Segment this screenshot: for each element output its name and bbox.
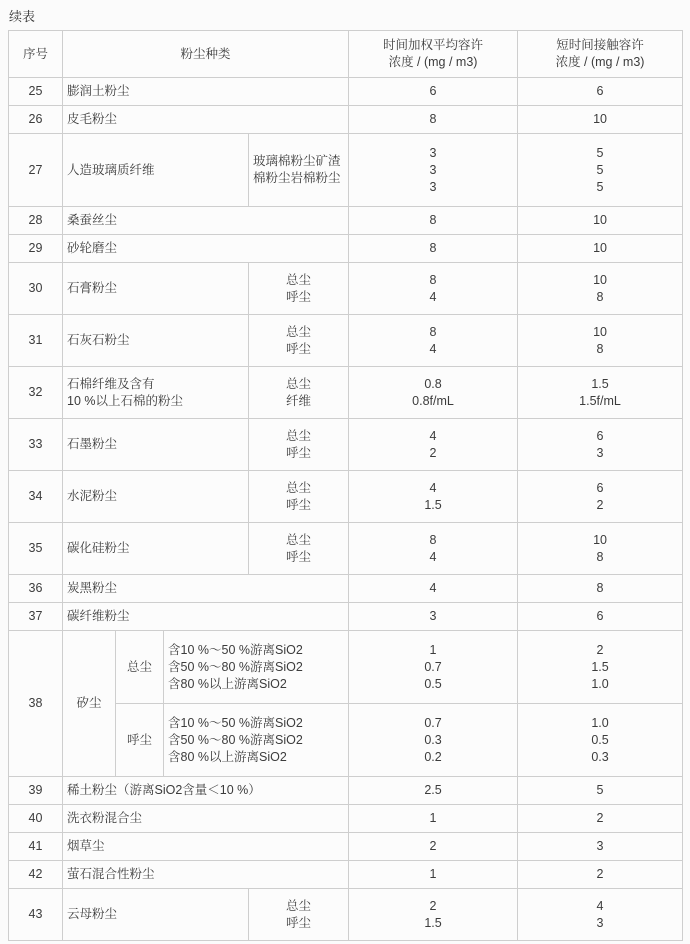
text-line: 呼尘 bbox=[286, 549, 312, 564]
row-serial-number: 43 bbox=[9, 889, 63, 941]
dust-name bbox=[63, 419, 249, 471]
header-serial-number: 序号 bbox=[9, 31, 63, 78]
twa-value bbox=[349, 523, 518, 575]
twa-value bbox=[349, 419, 518, 471]
text-line: 3 bbox=[429, 179, 437, 194]
row-serial-number: 41 bbox=[9, 833, 63, 861]
dust-fraction-type bbox=[249, 889, 349, 941]
table-row bbox=[9, 523, 683, 575]
text-line: 0.8 bbox=[424, 376, 442, 391]
stel-value bbox=[518, 419, 683, 471]
twa-value bbox=[349, 263, 518, 315]
text-line: 稀土粉尘（游离SiO2含量＜10 %） bbox=[67, 783, 261, 797]
continued-table-label: 续表 bbox=[9, 9, 36, 24]
text-line: 8 bbox=[429, 112, 437, 126]
text-line: 2 bbox=[596, 867, 604, 881]
text-line: 1.5 bbox=[424, 497, 442, 512]
table-row bbox=[9, 603, 683, 631]
dust-name bbox=[63, 889, 249, 941]
dust-name bbox=[63, 523, 249, 575]
text-line: 水泥粉尘 bbox=[67, 489, 118, 503]
stel-value bbox=[518, 263, 683, 315]
text-line: 膨润土粉尘 bbox=[67, 84, 130, 98]
row-serial-number: 35 bbox=[9, 523, 63, 575]
stel-value bbox=[518, 704, 683, 777]
dust-name bbox=[63, 471, 249, 523]
stel-value bbox=[518, 78, 683, 106]
text-line: 3 bbox=[596, 839, 604, 853]
text-line: 8 bbox=[429, 272, 437, 287]
text-line: 0.2 bbox=[424, 749, 442, 764]
twa-value bbox=[349, 704, 518, 777]
row-serial-number: 25 bbox=[9, 78, 63, 106]
dust-fraction-type bbox=[116, 704, 164, 777]
dust-name bbox=[63, 575, 349, 603]
dust-name bbox=[63, 207, 349, 235]
table-row bbox=[9, 471, 683, 523]
text-line: 6 bbox=[596, 428, 604, 443]
table-row bbox=[9, 134, 683, 207]
table-row bbox=[9, 861, 683, 889]
text-line: 呼尘 bbox=[126, 732, 152, 747]
text-line: 6 bbox=[429, 84, 437, 98]
stel-value bbox=[518, 861, 683, 889]
row-serial-number: 34 bbox=[9, 471, 63, 523]
text-line: 1.5 bbox=[591, 659, 609, 674]
text-line: 1.5 bbox=[424, 915, 442, 930]
text-line: 2 bbox=[596, 811, 604, 825]
text-line: 6 bbox=[596, 609, 604, 623]
table-row bbox=[9, 263, 683, 315]
text-line: 10 %以上石棉的粉尘 bbox=[67, 393, 183, 408]
row-serial-number: 28 bbox=[9, 207, 63, 235]
text-line: 4 bbox=[596, 898, 604, 913]
dust-name bbox=[63, 315, 249, 367]
text-line: 8 bbox=[429, 324, 437, 339]
row-serial-number: 42 bbox=[9, 861, 63, 889]
text-line: 含80 %以上游离SiO2 bbox=[168, 676, 287, 691]
row-serial-number: 33 bbox=[9, 419, 63, 471]
twa-value bbox=[349, 575, 518, 603]
text-line: 含10 %～50 %游离SiO2 bbox=[168, 642, 303, 657]
twa-value bbox=[349, 805, 518, 833]
text-line: 3 bbox=[429, 145, 437, 160]
table-row bbox=[9, 315, 683, 367]
text-line: 总尘 bbox=[286, 272, 312, 287]
table-row bbox=[9, 575, 683, 603]
text-line: 5 bbox=[596, 162, 604, 177]
stel-value bbox=[518, 603, 683, 631]
header-twa-line2: 浓度 / (mg / m3) bbox=[388, 55, 478, 69]
text-line: 呼尘 bbox=[286, 341, 312, 356]
twa-value bbox=[349, 134, 518, 207]
text-line: 总尘 bbox=[126, 659, 152, 674]
dust-name bbox=[63, 631, 116, 777]
dust-fraction-type bbox=[249, 134, 349, 207]
row-serial-number: 38 bbox=[9, 631, 63, 777]
text-line: 呼尘 bbox=[286, 497, 312, 512]
text-line: 石灰石粉尘 bbox=[67, 333, 130, 347]
stel-value bbox=[518, 523, 683, 575]
twa-value bbox=[349, 861, 518, 889]
text-line: 1.5 bbox=[591, 376, 609, 391]
text-line: 总尘 bbox=[286, 898, 312, 913]
stel-value bbox=[518, 207, 683, 235]
row-serial-number: 30 bbox=[9, 263, 63, 315]
text-line: 0.7 bbox=[424, 715, 442, 730]
header-dust-type: 粉尘种类 bbox=[63, 31, 349, 78]
text-line: 炭黑粉尘 bbox=[67, 581, 118, 595]
header-stel-concentration bbox=[518, 31, 683, 78]
row-serial-number: 27 bbox=[9, 134, 63, 207]
header-twa-line1: 时间加权平均容许 bbox=[383, 38, 484, 52]
dust-name bbox=[63, 777, 349, 805]
text-line: 4 bbox=[429, 581, 437, 595]
twa-value bbox=[349, 235, 518, 263]
stel-value bbox=[518, 134, 683, 207]
text-line: 4 bbox=[429, 289, 437, 304]
text-line: 10 bbox=[593, 532, 607, 547]
row-serial-number: 26 bbox=[9, 106, 63, 134]
text-line: 0.3 bbox=[424, 732, 442, 747]
sio2-content-range bbox=[164, 704, 349, 777]
twa-value bbox=[349, 78, 518, 106]
row-serial-number: 39 bbox=[9, 777, 63, 805]
twa-value bbox=[349, 471, 518, 523]
twa-value bbox=[349, 367, 518, 419]
table-row bbox=[9, 889, 683, 941]
text-line: 皮毛粉尘 bbox=[67, 112, 118, 126]
text-line: 8 bbox=[596, 581, 604, 595]
row-serial-number: 40 bbox=[9, 805, 63, 833]
row-serial-number: 31 bbox=[9, 315, 63, 367]
text-line: 8 bbox=[429, 213, 437, 227]
text-line: 10 bbox=[593, 112, 607, 126]
sio2-content-range bbox=[164, 631, 349, 704]
text-line: 3 bbox=[429, 162, 437, 177]
dust-name bbox=[63, 367, 249, 419]
text-line: 3 bbox=[429, 609, 437, 623]
text-line: 1.0 bbox=[591, 676, 609, 691]
text-line: 含50 %～80 %游离SiO2 bbox=[168, 659, 303, 674]
text-line: 总尘 bbox=[286, 532, 312, 547]
text-line: 6 bbox=[596, 84, 604, 98]
stel-value bbox=[518, 315, 683, 367]
table-row bbox=[9, 631, 683, 704]
text-line: 2 bbox=[429, 898, 437, 913]
text-line: 3 bbox=[596, 445, 604, 460]
text-line: 石膏粉尘 bbox=[67, 281, 118, 295]
twa-value bbox=[349, 207, 518, 235]
header-stel-line2: 浓度 / (mg / m3) bbox=[555, 55, 645, 69]
text-line: 碳纤维粉尘 bbox=[67, 609, 130, 623]
table-row bbox=[9, 367, 683, 419]
text-line: 1 bbox=[429, 811, 437, 825]
text-line: 3 bbox=[596, 915, 604, 930]
twa-value bbox=[349, 777, 518, 805]
text-line: 4 bbox=[429, 341, 437, 356]
text-line: 含80 %以上游离SiO2 bbox=[168, 749, 287, 764]
row-serial-number: 32 bbox=[9, 367, 63, 419]
text-line: 2.5 bbox=[424, 783, 442, 797]
table-body bbox=[9, 78, 683, 941]
stel-value bbox=[518, 367, 683, 419]
text-line: 2 bbox=[429, 839, 437, 853]
table-row bbox=[9, 805, 683, 833]
text-line: 棉粉尘岩棉粉尘 bbox=[253, 171, 341, 185]
dust-name bbox=[63, 805, 349, 833]
table-row bbox=[9, 777, 683, 805]
dust-fraction-type bbox=[249, 315, 349, 367]
dust-name bbox=[63, 861, 349, 889]
twa-value bbox=[349, 833, 518, 861]
dust-name bbox=[63, 235, 349, 263]
twa-value bbox=[349, 315, 518, 367]
text-line: 桑蚕丝尘 bbox=[67, 213, 118, 227]
dust-fraction-type bbox=[249, 419, 349, 471]
text-line: 含50 %～80 %游离SiO2 bbox=[168, 732, 303, 747]
text-line: 1.0 bbox=[591, 715, 609, 730]
table-row bbox=[9, 106, 683, 134]
dust-name bbox=[63, 263, 249, 315]
text-line: 呼尘 bbox=[286, 289, 312, 304]
row-serial-number: 36 bbox=[9, 575, 63, 603]
text-line: 石墨粉尘 bbox=[67, 437, 118, 451]
text-line: 6 bbox=[596, 480, 604, 495]
text-line: 呼尘 bbox=[286, 915, 312, 930]
text-line: 4 bbox=[429, 428, 437, 443]
text-line: 0.7 bbox=[424, 659, 442, 674]
dust-fraction-type bbox=[249, 471, 349, 523]
text-line: 人造玻璃质纤维 bbox=[67, 162, 155, 177]
text-line: 2 bbox=[429, 445, 437, 460]
text-line: 1 bbox=[429, 642, 437, 657]
text-line: 4 bbox=[429, 480, 437, 495]
text-line: 萤石混合性粉尘 bbox=[67, 867, 155, 881]
dust-exposure-limits-table bbox=[8, 30, 683, 941]
dust-fraction-type bbox=[249, 523, 349, 575]
dust-fraction-type bbox=[116, 631, 164, 704]
text-line: 烟草尘 bbox=[67, 839, 105, 853]
text-line: 呼尘 bbox=[286, 445, 312, 460]
table-row bbox=[9, 78, 683, 106]
text-line: 总尘 bbox=[286, 376, 312, 391]
text-line: 10 bbox=[593, 213, 607, 227]
text-line: 8 bbox=[596, 289, 604, 304]
text-line: 8 bbox=[429, 241, 437, 255]
dust-name bbox=[63, 603, 349, 631]
text-line: 1.5f/mL bbox=[579, 393, 621, 408]
text-line: 4 bbox=[429, 549, 437, 564]
row-serial-number: 29 bbox=[9, 235, 63, 263]
stel-value bbox=[518, 575, 683, 603]
table-row bbox=[9, 207, 683, 235]
text-line: 10 bbox=[593, 241, 607, 255]
text-line: 洗衣粉混合尘 bbox=[67, 811, 143, 825]
dust-fraction-type bbox=[249, 367, 349, 419]
text-line: 2 bbox=[596, 642, 604, 657]
table-header-row bbox=[9, 31, 683, 78]
dust-fraction-type bbox=[249, 263, 349, 315]
text-line: 10 bbox=[593, 272, 607, 287]
table-row bbox=[9, 235, 683, 263]
text-line: 0.5 bbox=[424, 676, 442, 691]
stel-value bbox=[518, 106, 683, 134]
stel-value bbox=[518, 833, 683, 861]
header-stel-line1: 短时间接触容许 bbox=[556, 38, 644, 52]
text-line: 10 bbox=[593, 324, 607, 339]
text-line: 总尘 bbox=[286, 324, 312, 339]
twa-value bbox=[349, 889, 518, 941]
text-line: 云母粉尘 bbox=[67, 907, 118, 921]
text-line: 8 bbox=[596, 549, 604, 564]
text-line: 1 bbox=[429, 867, 437, 881]
text-line: 含10 %～50 %游离SiO2 bbox=[168, 715, 303, 730]
text-line: 总尘 bbox=[286, 480, 312, 495]
text-line: 玻璃棉粉尘矿渣 bbox=[253, 154, 341, 168]
dust-name bbox=[63, 833, 349, 861]
stel-value bbox=[518, 889, 683, 941]
text-line: 碳化硅粉尘 bbox=[67, 541, 130, 555]
row-serial-number: 37 bbox=[9, 603, 63, 631]
text-line: 石棉纤维及含有 bbox=[67, 376, 155, 391]
text-line: 0.8f/mL bbox=[412, 393, 454, 408]
text-line: 5 bbox=[596, 783, 604, 797]
text-line: 纤维 bbox=[286, 393, 312, 408]
text-line: 0.5 bbox=[591, 732, 609, 747]
text-line: 矽尘 bbox=[76, 696, 102, 710]
stel-value bbox=[518, 631, 683, 704]
twa-value bbox=[349, 603, 518, 631]
stel-value bbox=[518, 235, 683, 263]
stel-value bbox=[518, 805, 683, 833]
text-line: 砂轮磨尘 bbox=[67, 241, 118, 255]
text-line: 8 bbox=[596, 341, 604, 356]
text-line: 5 bbox=[596, 179, 604, 194]
text-line: 总尘 bbox=[286, 428, 312, 443]
twa-value bbox=[349, 106, 518, 134]
dust-name bbox=[63, 134, 249, 207]
twa-value bbox=[349, 631, 518, 704]
table-row bbox=[9, 833, 683, 861]
dust-name bbox=[63, 78, 349, 106]
text-line: 5 bbox=[596, 145, 604, 160]
stel-value bbox=[518, 471, 683, 523]
table-row bbox=[9, 419, 683, 471]
header-twa-concentration bbox=[349, 31, 518, 78]
text-line: 0.3 bbox=[591, 749, 609, 764]
stel-value bbox=[518, 777, 683, 805]
text-line: 8 bbox=[429, 532, 437, 547]
dust-name bbox=[63, 106, 349, 134]
text-line: 2 bbox=[596, 497, 604, 512]
